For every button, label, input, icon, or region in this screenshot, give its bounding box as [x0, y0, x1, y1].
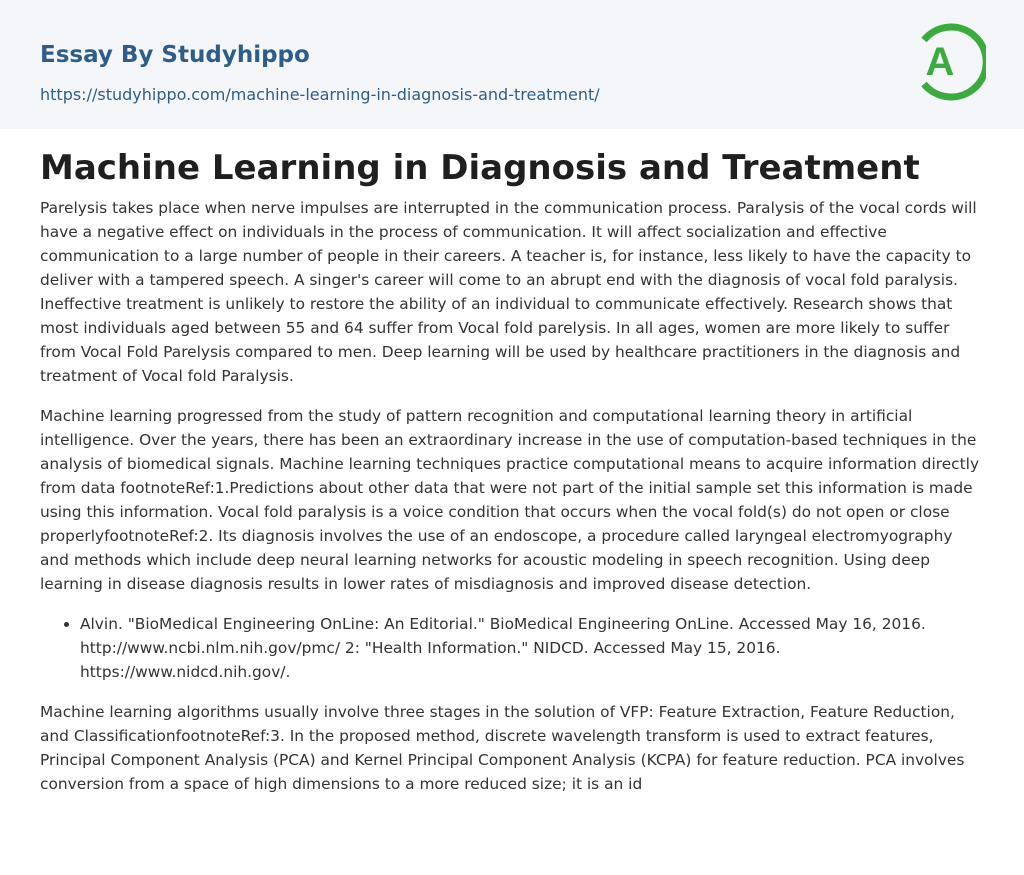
studyhippo-logo[interactable] [912, 20, 986, 104]
article-paragraph: Machine learning algorithms usually involve three stages in the solution of VFP: Feature Extraction, Feature Reduction, and ClassificationfootnoteRef:3. In the proposed method, discrete wavelength transform is used to extract features, Principal Component Analysis (PCA) and Kernel Principal Component Analysis (KCPA) for feature reduction. PCA involves conversion from a space of high dimensions to a more reduced size; it is an id [40, 703, 965, 793]
logo-icon [912, 20, 986, 104]
site-header [0, 0, 1024, 129]
reference-list [80, 612, 984, 684]
brand-link[interactable]: Essay By Studyhippo [40, 42, 310, 68]
logo-letter: A [925, 40, 955, 84]
reference-item: • Alvin. "BioMedical Engineering OnLine: An Editorial." BioMedical Engineering OnLine. Accessed May 16, 2016. http://www.ncbi.nlm.nih.gov/pmc/ 2: "Health Information." NIDCD. Accessed May 15, 2016. https://www.nidcd.nih.gov/. [80, 612, 984, 684]
source-url-link[interactable]: https://studyhippo.com/machine-learning-in-diagnosis-and-treatment/ [40, 85, 600, 104]
article-paragraph: Parelysis takes place when nerve impulses are interrupted in the communication process. Paralysis of the vocal cords will have a negative effect on individuals in the process of communication. It will affect socialization and effective communication to a large number of people in their careers. A teacher is, for instance, less likely to have the capacity to deliver with a tampered speech. A singer's career will come to an abrupt end with the diagnosis of vocal fold paralysis. Ineffective treatment is unlikely to restore the ability of an individual to communicate effectively. Research shows that most individuals aged between 55 and 64 suffer from Vocal fold parelysis. In all ages, women are more likely to suffer from Vocal Fold Parelysis compared to men. Deep learning will be used by healthcare practitioners in the diagnosis and treatment of Vocal fold Paralysis. [40, 199, 977, 385]
article-paragraph: Machine learning progressed from the study of pattern recognition and computational learning theory in artificial intelligence. Over the years, there has been an extraordinary increase in the use of computation-based techniques in the analysis of biomedical signals. Machine learning techniques practice computational means to acquire information directly from data footnoteRef:1.Predictions about other data that were not part of the initial sample set this information is made using this information. Vocal fold paralysis is a voice condition that occurs when the vocal fold(s) do not open or close properlyfootnoteRef:2. Its diagnosis involves the use of an endoscope, a procedure called laryngeal electromyography and methods which include deep neural learning networks for acoustic modeling in speech recognition. Using deep learning in disease diagnosis results in lower rates of misdiagnosis and improved disease detection. [40, 407, 980, 593]
article [40, 146, 984, 812]
page-title: Machine Learning in Diagnosis and Treatment [40, 148, 920, 188]
